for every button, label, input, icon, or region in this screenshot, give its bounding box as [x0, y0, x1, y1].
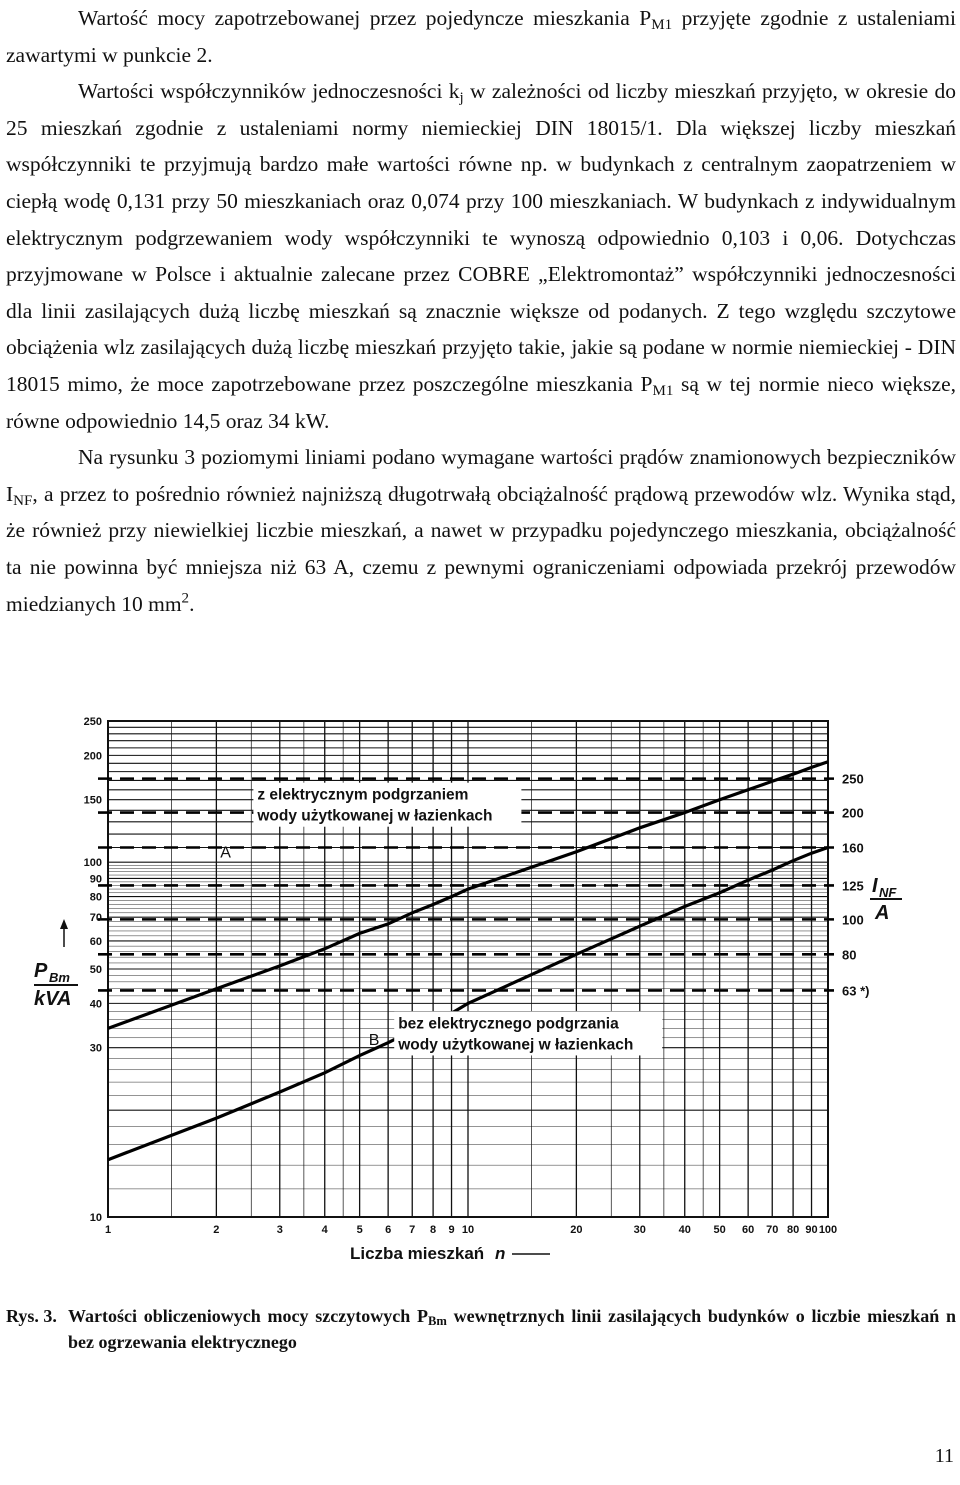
x-tick-label: 3 — [276, 1224, 283, 1236]
subscript: M1 — [652, 382, 674, 399]
text-run: są w tej normie nieco większe, równe odpowiednio 14,5 oraz 34 kW. — [6, 371, 956, 433]
x-tick-label: 50 — [713, 1224, 726, 1236]
caption-text-run: wewnętrznych linii zasilających budynków o liczbie mieszkań n bez ogrzewania elektrycznego — [68, 1306, 956, 1352]
series-letter-A: A — [220, 844, 231, 862]
x-tick-label: 6 — [385, 1224, 392, 1236]
y-tick-label: 50 — [89, 964, 102, 976]
text-run: przyjęte zgodnie z ustaleniami zawartymi w punkcie 2. — [6, 6, 956, 67]
subscript: NF — [13, 492, 33, 509]
x-tick-label: 4 — [321, 1224, 328, 1236]
x-axis-variable: n — [495, 1244, 506, 1263]
fuse-label: 80 — [842, 947, 857, 963]
fuse-label: 125 — [842, 878, 864, 894]
x-tick-label: 80 — [786, 1224, 800, 1236]
y-tick-label: 60 — [89, 935, 102, 948]
figure-chart — [20, 705, 940, 1285]
fuse-label: 250 — [842, 771, 864, 787]
fuse-label: 100 — [842, 912, 864, 928]
x-tick-label: 10 — [461, 1224, 475, 1236]
text-run: Wartości współczynników jednoczesności k — [78, 79, 460, 104]
x-tick-label: 5 — [356, 1224, 363, 1236]
y-tick-label: 200 — [83, 750, 102, 763]
annotation-line1-B: bez elektrycznego podgrzania — [398, 1015, 619, 1033]
text-run: . — [189, 591, 195, 616]
y-axis-title: P — [34, 960, 48, 982]
y-tick-label: 30 — [89, 1042, 102, 1055]
annotation-line1-A: z elektrycznym podgrzaniem — [257, 786, 469, 804]
y-tick-label: 250 — [83, 716, 102, 728]
y-tick-label: 10 — [89, 1212, 102, 1224]
figure-caption — [6, 1303, 956, 1355]
x-tick-label: 40 — [678, 1224, 691, 1236]
right-axis-title: I — [872, 875, 878, 897]
text-run: w zależności od liczby mieszkań przyjęto, w okresie do 25 mieszkań zgodnie z ustaleniami normy niemieckiej DIN 18015/1. Dla większej liczby mieszkań współczynniki te przyjmują bardzo małe wartości równe np. w budynkach z centralnym zaopatrzeniem w ciepłą wodę 0,131 przy 50 mieszkaniach oraz 0,074 przy 100 mieszkaniach. W budynkach z indywidualnym elektrycznym podgrzewaniem wody współczynniki te wynoszą odpowiednio 0,103 i 0,06. Dotychczas przyjmowane w Polsce i aktualnie zalecane przez COBRE „Elektromontaż” współczynniki jednoczesności dla linii zasilających dużą liczbę mieszkań są znacznie większe od podanych. Z tego względu szczytowe obciążenia wlz zasilających dużą liczbę mieszkań przyjęto takie, jakie są podane w normie niemieckiej - DIN 18015 mimo, że moce zapotrzebowane przez poszczególne mieszkania P — [6, 79, 956, 396]
subscript: j — [459, 89, 464, 106]
text-run: , a przez to pośrednio również najniższą długotrwałą obciążalność prądową przewodów wlz. Wynika stąd, że również przy niewielkiej liczbie mieszkań, a nawet w przypadku pojedynczego mieszkania, obciążalność ta nie powinna być mniejsza niż 63 A, czemu z pewnymi ograniczeniami odpowiada przekrój przewodów miedzianych 10 mm — [6, 481, 956, 616]
x-tick-label: 2 — [213, 1224, 220, 1236]
y-tick-label: 100 — [83, 857, 102, 870]
x-tick-label: 30 — [633, 1224, 646, 1236]
x-tick-label: 100 — [818, 1224, 838, 1236]
x-tick-label: 60 — [742, 1224, 755, 1236]
caption-text-run: Wartości obliczeniowych mocy szczytowych P — [68, 1306, 428, 1326]
y-tick-label: 150 — [83, 794, 102, 807]
x-tick-label: 90 — [805, 1224, 818, 1236]
fuse-label: 63 *) — [842, 983, 870, 999]
x-tick-label: 9 — [448, 1224, 455, 1236]
superscript: 2 — [181, 590, 190, 607]
caption-label: Rys. 3. — [6, 1306, 57, 1326]
x-tick-label: 70 — [766, 1224, 779, 1236]
fuse-label: 200 — [842, 805, 864, 821]
x-tick-label: 1 — [104, 1224, 112, 1236]
y-axis-unit: kVA — [34, 988, 72, 1010]
caption-subscript: Bm — [427, 1314, 447, 1329]
x-tick-label: 20 — [570, 1224, 583, 1236]
text-run: Wartość mocy zapotrzebowanej przez pojedyncze mieszkania P — [78, 6, 652, 30]
y-tick-label: 80 — [89, 891, 102, 904]
y-tick-label: 40 — [89, 998, 102, 1011]
series-letter-B: B — [368, 1032, 380, 1050]
right-axis-unit: A — [875, 902, 890, 924]
annotation-line2-A: wody użytkowanej w łazienkach — [257, 807, 493, 825]
subscript: M1 — [651, 16, 673, 33]
x-axis-title: Liczba mieszkań — [350, 1244, 485, 1263]
y-axis-arrowhead — [60, 919, 68, 929]
y-tick-label: 70 — [89, 912, 102, 925]
y-axis-title-sub: Bm — [49, 970, 70, 985]
page-number: 11 — [934, 1445, 954, 1467]
fuse-label: 160 — [842, 840, 864, 856]
annotation-line2-B: wody użytkowanej w łazienkach — [398, 1036, 634, 1054]
paragraph-2 — [6, 73, 956, 439]
text-run: Na rysunku 3 poziomymi liniami podano wymagane wartości prądów znamionowych bezpieczników I — [6, 445, 956, 506]
paragraph-3 — [6, 439, 956, 622]
right-axis-title-sub: NF — [879, 885, 897, 900]
y-tick-label: 90 — [89, 873, 102, 886]
body-text — [6, 0, 956, 622]
paragraph-1 — [6, 0, 956, 73]
caption-text — [68, 1303, 956, 1355]
x-tick-label: 7 — [409, 1224, 416, 1236]
x-tick-label: 8 — [430, 1224, 437, 1236]
